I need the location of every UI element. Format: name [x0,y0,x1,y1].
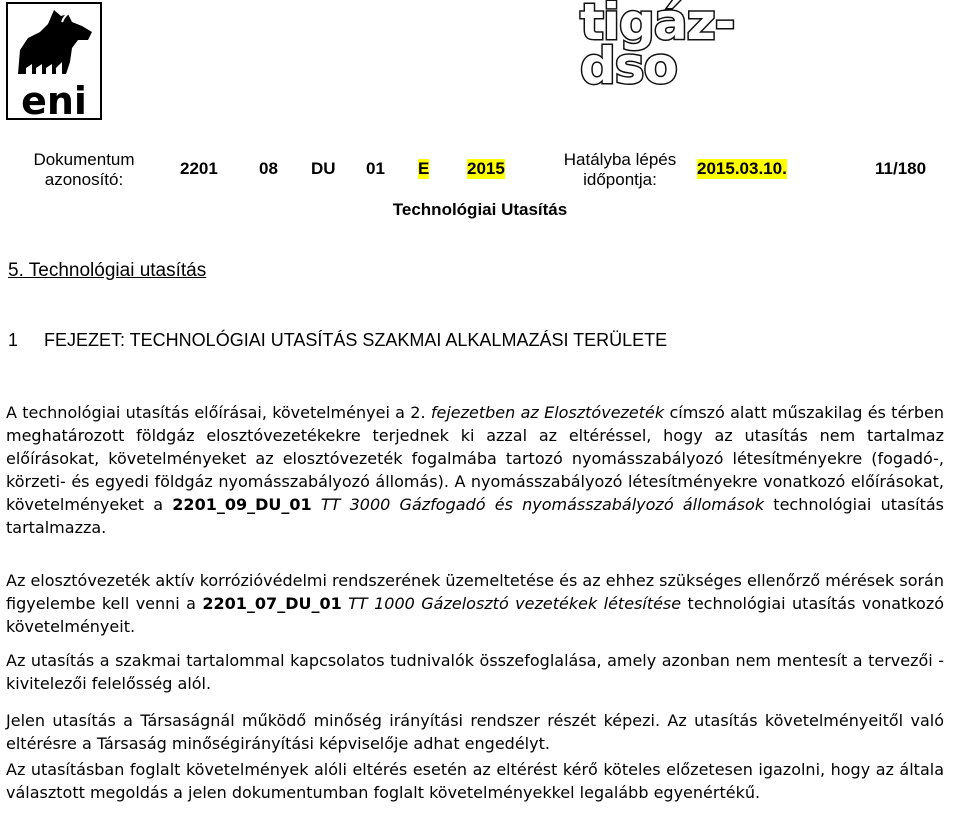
section-title: 5. Technológiai utasítás [8,260,207,281]
tigaz-dso-logo-text: tigáz-dso [580,0,735,95]
doc-code-revision: E [418,159,430,178]
paragraph-summary: Az utasítás a szakmai tartalommal kapcsolatos tudnivalók összefoglalása, amely azonban nem mentesít a tervezői - kivitelezői felelősség alól. [6,651,944,693]
reference-title: TT 1000 Gázelosztó vezetékek létesítése [341,594,682,613]
doc-code-type: DU [311,159,336,178]
doc-code-number: 01 [366,159,385,178]
doc-code-series: 2201 [180,159,218,178]
reference-title: TT 3000 Gázfogadó és nyomásszabályozó állomások [311,495,765,514]
page-number: 11/180 [875,159,927,178]
doc-code-part: 08 [259,159,278,178]
effective-date-label: Hatályba lépés időpontja: [563,150,677,189]
eni-logo-text: eni [21,79,87,120]
tigaz-dso-logo [580,0,776,95]
paragraph-quality: Jelen utasítás a Társaságnál működő minőség irányítási rendszer részét képezi. Az utasítás követelményeitől való eltérésre a Társaság minőségirányítási képviselője adhat engedélyt. [6,711,944,753]
doc-id-label: Dokumentum azonosító: [33,150,135,189]
effective-date: 2015.03.10. [697,159,787,178]
paragraph-corrosion: Az elosztóvezeték aktív korrózióvédelmi rendszerének üzemeltetése és az ehhez szükséges ellenőrző mérések során figyelembe kell venni a 2201_07_DU_01 TT 1000 Gázelosztó vezetékek létesítése technológiai utasítás vonatkozó követelményeit. [6,571,945,636]
eni-logo [6,2,102,120]
paragraph-deviation: Az utasításban foglalt követelmények alóli eltérés esetén az eltérést kérő köteles előzetesen igazolni, hogy az általa választott megoldás a jelen dokumentumban foglalt követelményekkel legalább egyenértékű. [6,760,944,802]
chapter-title: FEJEZET: TECHNOLÓGIAI UTASÍTÁS SZAKMAI ALKALMAZÁSI TERÜLETE [44,330,668,350]
paragraph-scope: A technológiai utasítás előírásai, követelményei a 2. fejezetben az Elosztóvezeték címszó alatt műszakilag és térben meghatározott földgáz elosztóvezetékekre terjednek ki azzal az eltéréssel, hogy az utasítás nem tartalmaz előírásokat, követelményeket az elosztóvezeték fogalmába tartozó nyomásszabályozó létesítményekre (fogadó-, körzeti- és egyedi földgáz nyomásszabályozó állomás). A nyomásszabályozó létesítményekre vonatkozó előírásokat, követelményeket a 2201_09_DU_01 TT 3000 Gázfogadó és nyomásszabályozó állomások technológiai utasítás tartalmazza. [6,403,945,537]
document-subtitle: Technológiai Utasítás [392,200,568,219]
reference-code: 2201_07_DU_01 [202,594,342,613]
chapter-number: 1 [8,330,19,350]
doc-code-year: 2015 [467,159,505,178]
reference-code: 2201_09_DU_01 [172,495,312,514]
chapter-heading [8,330,667,351]
document-header [0,146,960,196]
